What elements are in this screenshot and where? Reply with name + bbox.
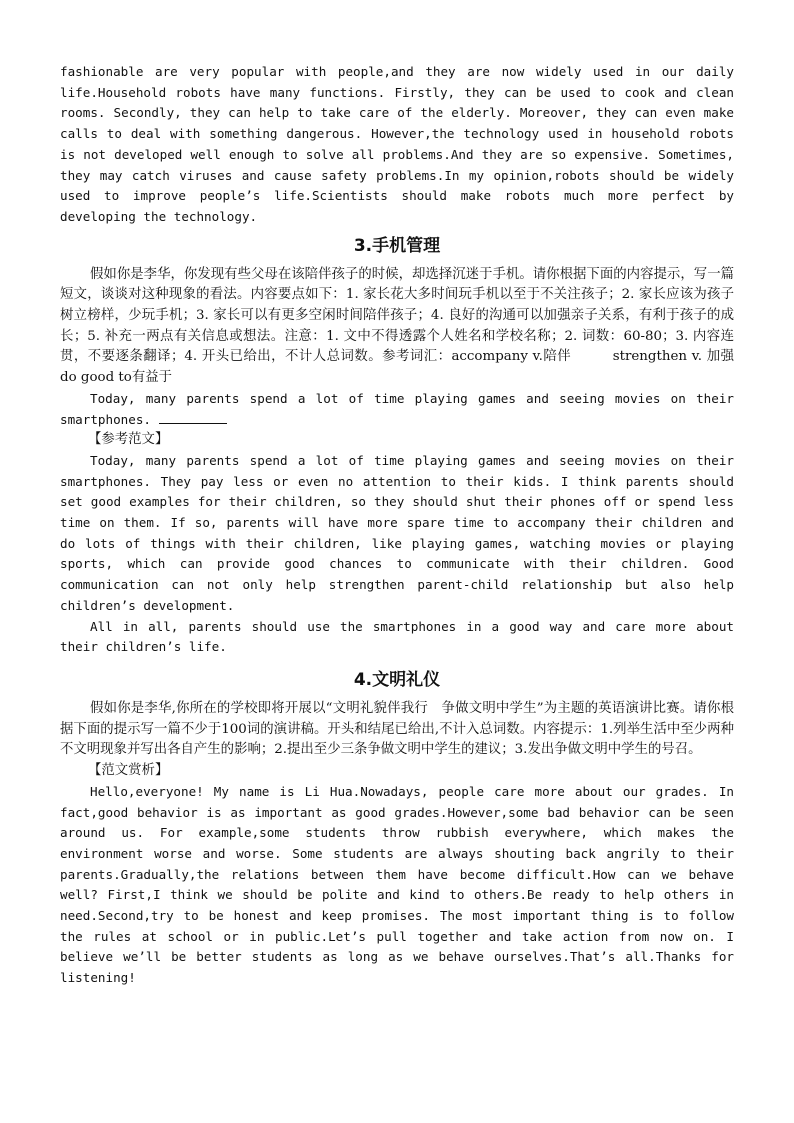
essay-robots-ending: fashionable are very popular with people,and they are now widely used in our daily life.Household robots have many functions. Firstly, they can be used to cook and clean rooms. Secondly, they can help to take care of the elderly. Moreover, they can even make calls to deal with something dangerous. However,the technology used in household robots is not developed well enough to solve all problems.And they are so expensive. Sometimes, they may catch viruses and cause safety problems.In my opinion,robots should be widely used to improve people’s life.Scientists should make robots much more perfect by developing the technology.: [60, 64, 734, 224]
sample-essay-paragraph-2: All in all, parents should use the smartphones in a good way and care more about their children’s life.: [60, 618, 734, 655]
document-body: [60, 62, 775, 989]
section-heading-civility: 4.文明礼仪: [353, 669, 441, 690]
essay-opening-line: [60, 389, 734, 430]
sample-essay-label: 【参考范文】: [88, 432, 169, 448]
task-prompt-civility: 假如你是李华,你所在的学校即将开展以“文明礼貌伴我行 争做文明中学生”为主题的英语演讲比赛。请你根据下面的提示写一篇不少于100词的演讲稿。开头和结尾已给出,不计入总词数。内容提示：1.列举生活中至少两种不文明现象并写出各自产生的影响；2.提出至少三条争做文明中学生的建议；3.发出争做文明中学生的号召。: [60, 700, 734, 758]
section-heading-phone-management: 3.手机管理: [353, 235, 441, 256]
model-essay-label: 【范文赏析】: [88, 763, 169, 779]
task-prompt-phone: 假如你是李华，你发现有些父母在该陪伴孩子的时候，却选择沉迷于手机。请你根据下面的内容提示，写一篇短文，谈谈对这种现象的看法。内容要点如下：1. 家长花大多时间玩手机以至于不关注孩子；2. 家长应该为孩子树立榜样，少玩手机；3. 家长可以有更多空闲时间陪伴孩子；4. 良好的沟通可以加强亲子关系，有利于孩子的成长；5. 补充一两点有关信息或想法。注意：1. 文中不得透露个人姓名和学校名称；2. 词数：60-80；3. 内容连贯，不要逐条翻译；4. 开头已给出，不计人总词数。参考词汇：accompany v.陪伴 strengthen v. 加强 do good to有益于: [60, 266, 775, 386]
model-essay-speech: Hello,everyone! My name is Li Hua.Nowadays, people care more about our grades. In fact,good behavior is as important as good grades.However,some bad behavior can be seen around us. For example,some students throw rubbish everywhere, which makes the environment worse and worse. Some students are always shouting back angrily to their parents.Gradually,the relations between them have become difficult.How can we behave well? First,I think we should be polite and kind to others.Be ready to help others in need.Second,try to be honest and keep promises. The most important thing is to follow the rules at school or in public.Let’s pull together and take action from now on. I believe we’ll be better students as long as we behave ourselves.That’s all.Thanks for listening!: [60, 783, 734, 986]
sample-essay-paragraph-1: Today, many parents spend a lot of time playing games and seeing movies on their smartphones. They pay less or even no attention to their kids. I think parents should set good examples for their children, so they should shut their phones off or spend less time on them. If so, parents will have more spare time to accompany their children and do lots of things with their children, like playing games, watching movies or playing sports, which can provide good chances to communicate with their children. Good communication can not only help strengthen parent-child relationship but also help children’s development.: [60, 452, 734, 613]
answer-blank: [159, 410, 227, 424]
essay-opening-text: Today, many parents spend a lot of time playing games and seeing movies on their smartphones.: [60, 390, 734, 427]
